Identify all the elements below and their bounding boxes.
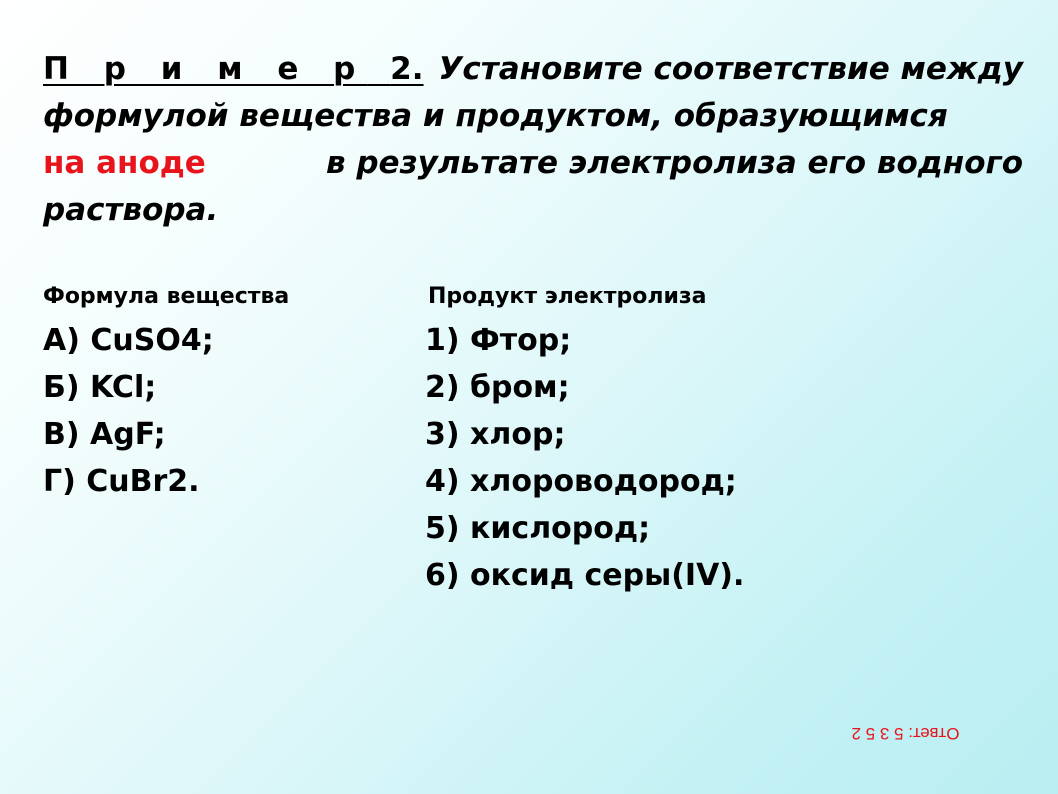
product-item-1: 1) Фтор; [425, 323, 572, 358]
product-item-4: 4) хлороводород; [425, 464, 737, 499]
task-label [43, 46, 424, 93]
formula-item-v: В) AgF; [43, 417, 166, 452]
example-number: 2. [390, 51, 424, 87]
task-text-1: Установите соответствие между [438, 51, 1023, 87]
formula-item-a: А) CuSO4; [43, 323, 214, 358]
task-text-3: в результате электролиза его водного [325, 145, 1023, 181]
example-label-gap [367, 51, 390, 87]
formula-item-g: Г) CuBr2. [43, 464, 200, 499]
product-item-3: 3) хлор; [425, 417, 566, 452]
task-line-1 [43, 46, 1023, 93]
answer-text: Ответ: 5 3 5 2 [851, 724, 960, 743]
product-list [425, 317, 744, 599]
product-item-2: 2) бром; [425, 370, 570, 405]
highlight-anode: на аноде [43, 145, 206, 181]
task-text-4: раствора. [43, 192, 219, 228]
product-item-5: 5) кислород; [425, 511, 651, 546]
product-item-6: 6) оксид серы(IV). [425, 558, 745, 593]
formula-column-header: Формула вещества [43, 284, 290, 309]
task-statement [43, 46, 1023, 234]
task-line-3 [43, 140, 1023, 187]
formula-list [43, 317, 214, 505]
task-line-4 [43, 187, 1023, 234]
product-column-header: Продукт электролиза [428, 284, 707, 309]
example-label: П р и м е р [43, 51, 368, 87]
formula-item-b: Б) KCl; [43, 370, 157, 405]
task-text-2: формулой вещества и продуктом, образующимся [43, 98, 948, 134]
task-line-2 [43, 93, 1023, 140]
